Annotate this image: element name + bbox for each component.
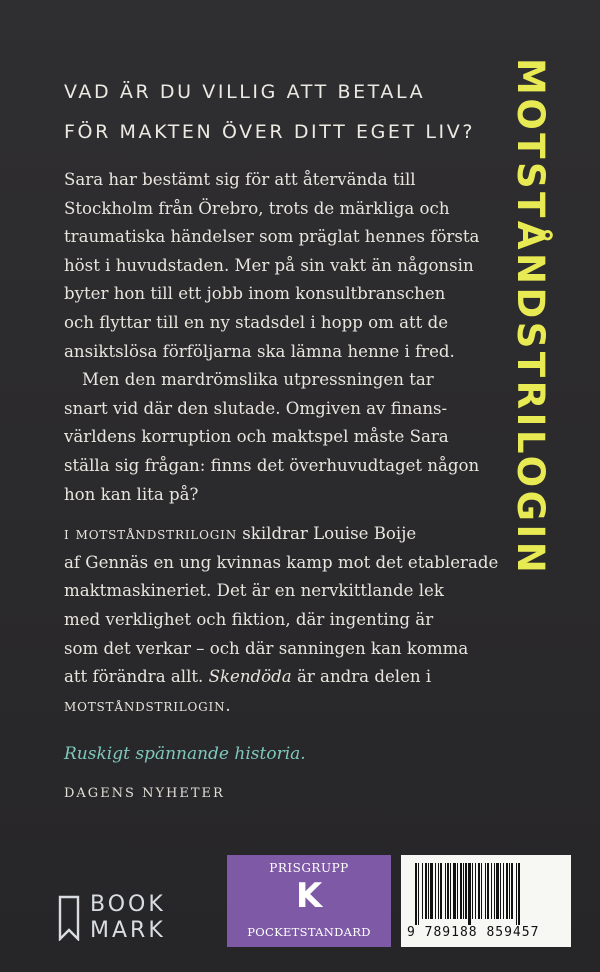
price-group-label: PRISGRUPP xyxy=(269,861,349,875)
price-group-letter: K xyxy=(295,876,323,916)
series-name-smallcaps: motståndstrilogin xyxy=(64,695,226,715)
logo-word-mark: MARK xyxy=(90,918,166,943)
text-span: att förändra allt. xyxy=(64,667,209,687)
barcode-bar xyxy=(481,863,482,919)
bookmark-icon xyxy=(58,895,80,941)
blurb-paragraph-2 xyxy=(64,366,504,509)
text-line: med verklighet och fiktion, där ingenting är xyxy=(64,609,434,629)
text-span: skildrar Louise Boije xyxy=(237,524,417,544)
barcode-bar xyxy=(425,863,427,919)
series-title-vertical: MOTSTÅNDSTRILOGIN xyxy=(509,58,552,577)
barcode-bar xyxy=(518,863,520,925)
text-line: höst i huvudstaden. Mer på sin vakt än någonsin xyxy=(64,255,474,275)
text-line: ansiktslösa förföljarna ska lämna henne i fred. xyxy=(64,341,455,361)
text-line: af Gennäs en ung kvinnas kamp mot det etablerade xyxy=(64,552,499,572)
text-span: . xyxy=(225,695,231,715)
text-line: och flyttar till en ny stadsdel i hopp om att de xyxy=(64,312,449,332)
text-line xyxy=(64,692,504,721)
text-line: hon kan lita på? xyxy=(64,484,199,504)
logo-word-book: BOOK xyxy=(90,892,166,917)
barcode-bar xyxy=(453,863,456,919)
barcode-bar xyxy=(503,863,504,919)
barcode-bar xyxy=(475,863,476,919)
text-line xyxy=(64,663,504,692)
text-line: byter hon till ett jobb inom konsultbranschen xyxy=(64,284,446,304)
text-line: Sara har bestämt sig för att återvända till xyxy=(64,170,416,189)
barcode-bar xyxy=(511,863,513,919)
text-span: är andra delen i xyxy=(291,667,432,687)
barcode-bar xyxy=(500,863,501,919)
book-title-italic: Skendöda xyxy=(208,667,292,687)
text-line: Men den mardrömslika utpressningen tar xyxy=(82,370,434,390)
publisher-logo xyxy=(58,893,198,949)
barcode-bar xyxy=(487,863,489,919)
review-source: DAGENS NYHETER xyxy=(64,786,225,801)
barcode-bar xyxy=(447,863,449,919)
barcode-bar xyxy=(415,863,417,925)
blurb-text xyxy=(64,166,504,720)
blurb-paragraph-3 xyxy=(64,520,504,720)
review-quote: Ruskigt spännande historia. xyxy=(64,744,306,764)
barcode-bar xyxy=(506,863,508,919)
barcode-bar xyxy=(472,863,473,919)
text-line: som det verkar – och där sanningen kan komma xyxy=(64,638,469,658)
barcode-bar xyxy=(457,863,458,919)
barcode-bar xyxy=(509,863,510,919)
barcode-bar xyxy=(463,863,464,919)
barcode-bar xyxy=(496,863,499,919)
barcode-bar xyxy=(516,863,517,925)
barcode-bar xyxy=(422,863,423,919)
barcode-bar xyxy=(430,863,433,919)
text-line: maktmaskineriet. Det är en nervkittlande lek xyxy=(64,581,444,601)
barcode-bar xyxy=(491,863,492,919)
blurb-paragraph-1 xyxy=(64,166,504,366)
text-line: ställa sig frågan: finns det överhuvudtaget någon xyxy=(64,455,480,475)
barcode-bar xyxy=(460,863,462,919)
text-line xyxy=(64,520,504,549)
headline xyxy=(64,72,484,152)
text-line: traumatiska händelser som präglat hennes första xyxy=(64,227,480,247)
barcode-bars xyxy=(411,863,561,925)
price-group-badge xyxy=(227,855,391,947)
barcode-bar xyxy=(435,863,436,919)
text-line: världens korruption och maktspel måste Sara xyxy=(64,427,449,447)
barcode-bar xyxy=(418,863,419,925)
barcode-bar xyxy=(428,863,429,919)
headline-line-1: VAD ÄR DU VILLIG ATT BETALA xyxy=(64,81,426,103)
text-line: snart vid där den slutade. Omgiven av finans- xyxy=(64,398,448,418)
isbn-barcode xyxy=(401,855,571,947)
headline-line-2: FÖR MAKTEN ÖVER DITT EGET LIV? xyxy=(64,121,476,143)
price-group-category: POCKETSTANDARD xyxy=(247,925,371,939)
series-name-smallcaps: i motståndstrilogin xyxy=(64,524,237,544)
barcode-bar xyxy=(450,863,451,919)
barcode-bar xyxy=(478,863,480,919)
barcode-bar xyxy=(468,863,471,925)
text-line: Stockholm från Örebro, trots de märkliga och xyxy=(64,198,450,218)
barcode-bar xyxy=(494,863,495,919)
barcode-bar xyxy=(440,863,442,919)
barcode-bar xyxy=(438,863,439,919)
barcode-bar xyxy=(485,863,486,919)
barcode-bar xyxy=(445,863,446,919)
barcode-bar xyxy=(465,863,467,919)
isbn-digits: 9 789188 859457 xyxy=(407,925,540,940)
